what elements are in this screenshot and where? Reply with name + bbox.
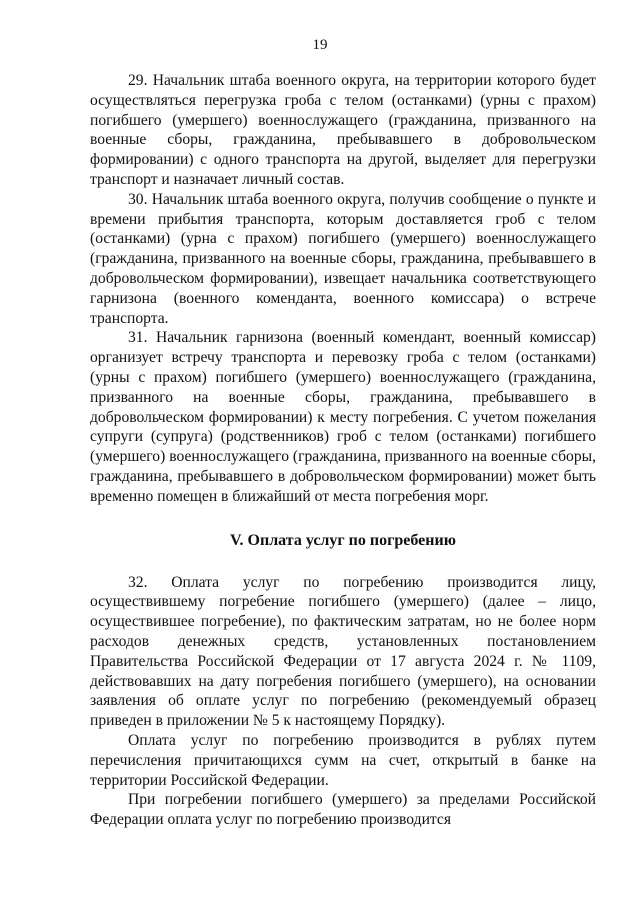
- paragraph-29: 29. Начальник штаба военного округа, на территории которого будет осуществляться перегрузка гроба с телом (останками) (урны с прахом) погибшего (умершего) военнослужащего (гражданина, призванного на военные сборы, гражданина, пребывавшего в добровольческом формировании) с одного транспорта на другой, выделяет для перегрузки транспорт и назначает личный состав.: [90, 72, 596, 188]
- paragraph-30: 30. Начальник штаба военного округа, получив сообщение о пункте и времени прибытия транспорта, которым доставляется гроб с телом (останками) (урна с прахом) погибшего (умершего) военнослужащего (гражданина, призванного на военные сборы, гражданина, пребывавшего в добровольческом формировании), извещает начальника соответствующего гарнизона (военного коменданта, военного комиссара) о встрече транспорта.: [90, 190, 596, 327]
- paragraph-payment-rubles: Оплата услуг по погребению производится в рублях путем перечисления причитающихся сумм на счет, открытый в банке на территории Российской Федерации.: [90, 731, 596, 789]
- page-number: 19: [312, 37, 328, 53]
- heading-spacer: [90, 551, 596, 573]
- paragraph-31: 31. Начальник гарнизона (военный комендант, военный комиссар) организует встречу транспорта и перевозку гроба с телом (останками) (урны с прахом) погибшего (умершего) военнослужащего (гражданина, призванного на военные сборы, гражданина, пребывавшего в добровольческом формировании) к месту погребения. С учетом пожелания супруги (супруга) (родственников) гроб с телом (останками) погибшего (умершего) военнослужащего (гражданина, призванного на военные сборы, гражданина, пребывавшего в добровольческом формировании) может быть временно помещен в ближайший от места погребения морг.: [90, 329, 596, 505]
- document-body: [90, 71, 596, 830]
- section-heading: V. Оплата услуг по погребению: [230, 531, 456, 549]
- paragraph-32: 32. Оплата услуг по погребению производится лицу, осуществившему погребение погибшего (умершего) (далее – лицо, осуществившее погребение), по фактическим затратам, но не более норм расходов денежных средств, установленных постановлением Правительства Российской Федерации от 17 августа 2024 г. № 1109, действовавших на дату погребения погибшего (умершего), на основании заявления об оплате услуг по погребению (рекомендуемый образец приведен в приложении № 5 к настоящему Порядку).: [90, 573, 596, 730]
- paragraph-payment-abroad: При погребении погибшего (умершего) за пределами Российской Федерации оплата услуг по погребению производится: [90, 791, 596, 829]
